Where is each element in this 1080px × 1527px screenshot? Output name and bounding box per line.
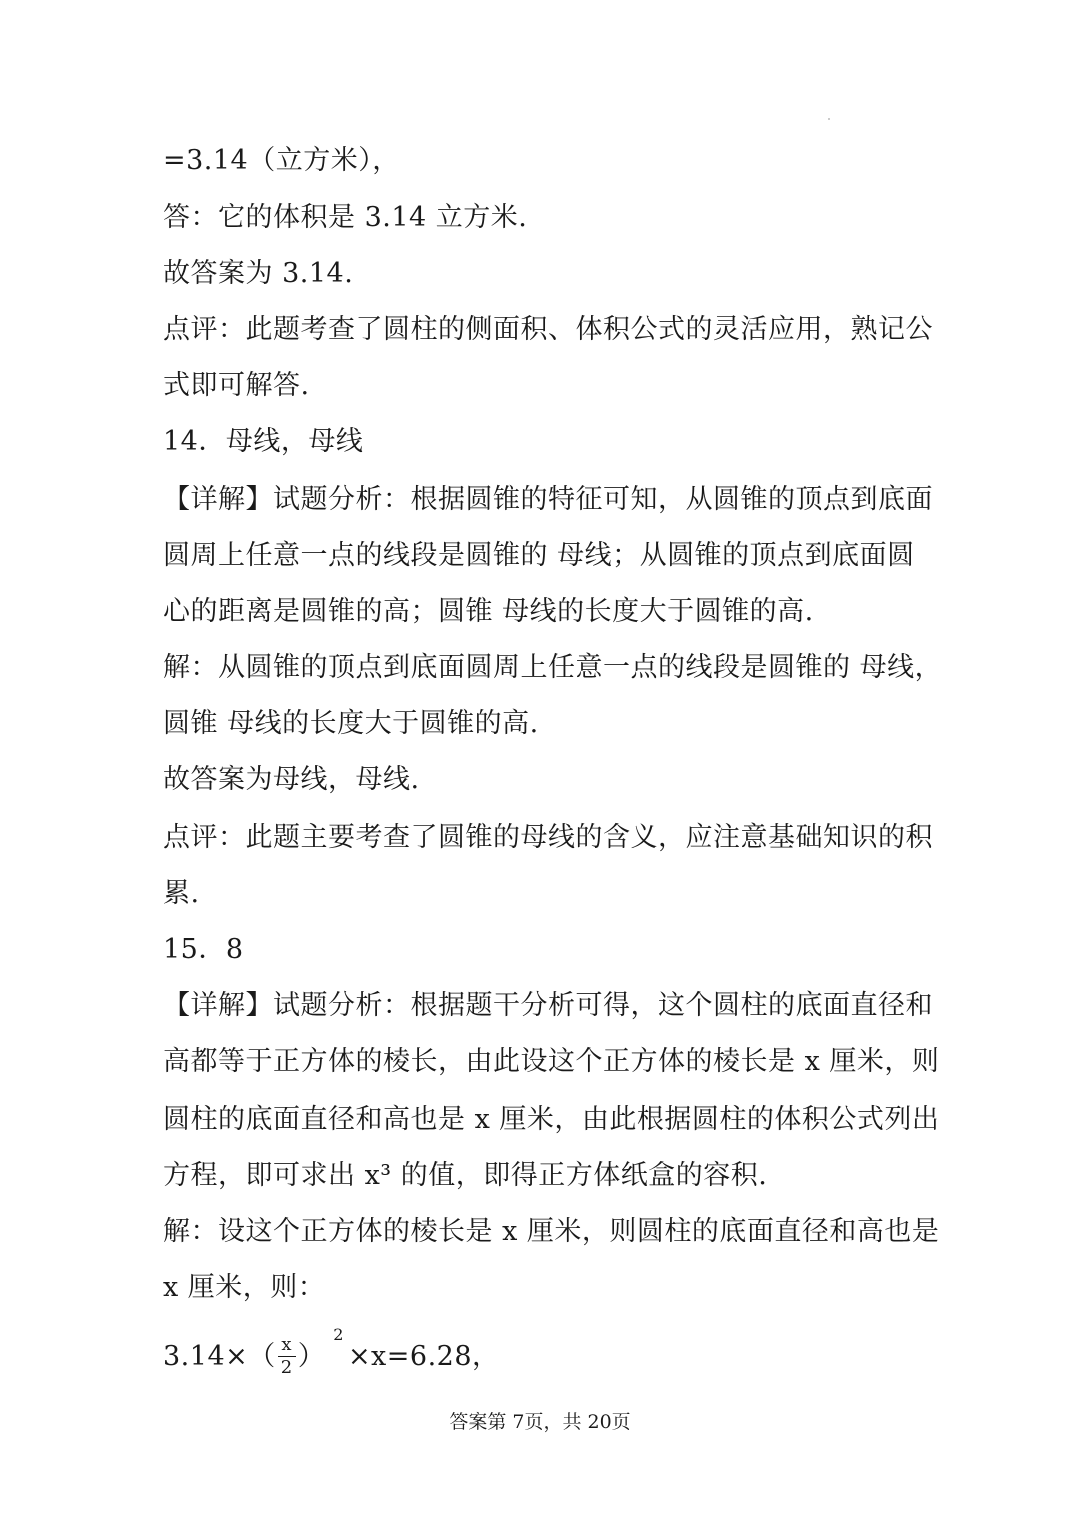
equation-line [163,1324,923,1396]
equation-prefix: 3.14× [163,1340,249,1372]
text-line: x 厘米，则： [163,1272,326,1303]
text-line: 圆柱的底面直径和高也是 x 厘米，由此根据圆柱的体积公式列出 [163,1104,940,1135]
text-line: 圆周上任意一点的线段是圆锥的 母线；从圆锥的顶点到底面圆 [163,540,915,571]
text-line: 【详解】试题分析：根据圆锥的特征可知，从圆锥的顶点到底面 [163,484,933,515]
fraction-numerator: x [281,1334,293,1355]
text-line: 点评：此题主要考查了圆锥的母线的含义，应注意基础知识的积 [163,822,933,853]
question-number: 14．母线，母线 [163,426,364,457]
equation-close-paren: ） [297,1340,326,1372]
equation-suffix: ×x=6.28， [347,1340,500,1372]
text-line: 心的距离是圆锥的高；圆锥 母线的长度大于圆锥的高. [163,596,814,627]
scan-speck [828,118,830,120]
equation-exponent: 2 [333,1324,344,1344]
text-line: 解：从圆锥的顶点到底面圆周上任意一点的线段是圆锥的 母线， [163,652,943,683]
fraction [278,1336,296,1377]
text-line: 故答案为母线，母线. [163,764,420,795]
text-line: 圆锥 母线的长度大于圆锥的高. [163,708,539,739]
page-footer: 答案第 7页，共 20页 [449,1411,631,1433]
text-line: 累. [163,878,200,909]
equation-open-paren: （ [248,1340,276,1372]
text-line: 高都等于正方体的棱长，由此设这个正方体的棱长是 x 厘米，则 [163,1046,940,1077]
text-line: 方程，即可求出 x³ 的值，即得正方体纸盒的容积. [163,1160,768,1191]
text-line: 答：它的体积是 3.14 立方米. [163,202,528,233]
text-line: =3.14（立方米）， [163,145,400,176]
text-line: 点评：此题考查了圆柱的侧面积、体积公式的灵活应用，熟记公 [163,314,933,345]
text-line: 【详解】试题分析：根据题干分析可得，这个圆柱的底面直径和 [163,990,933,1021]
question-number: 15．8 [163,934,244,965]
equation [163,1324,500,1378]
text-line: 故答案为 3.14. [163,258,354,289]
text-line: 解：设这个正方体的棱长是 x 厘米，则圆柱的底面直径和高也是 [163,1216,940,1247]
text-line: 式即可解答. [163,370,310,401]
fraction-denominator: 2 [280,1357,293,1378]
